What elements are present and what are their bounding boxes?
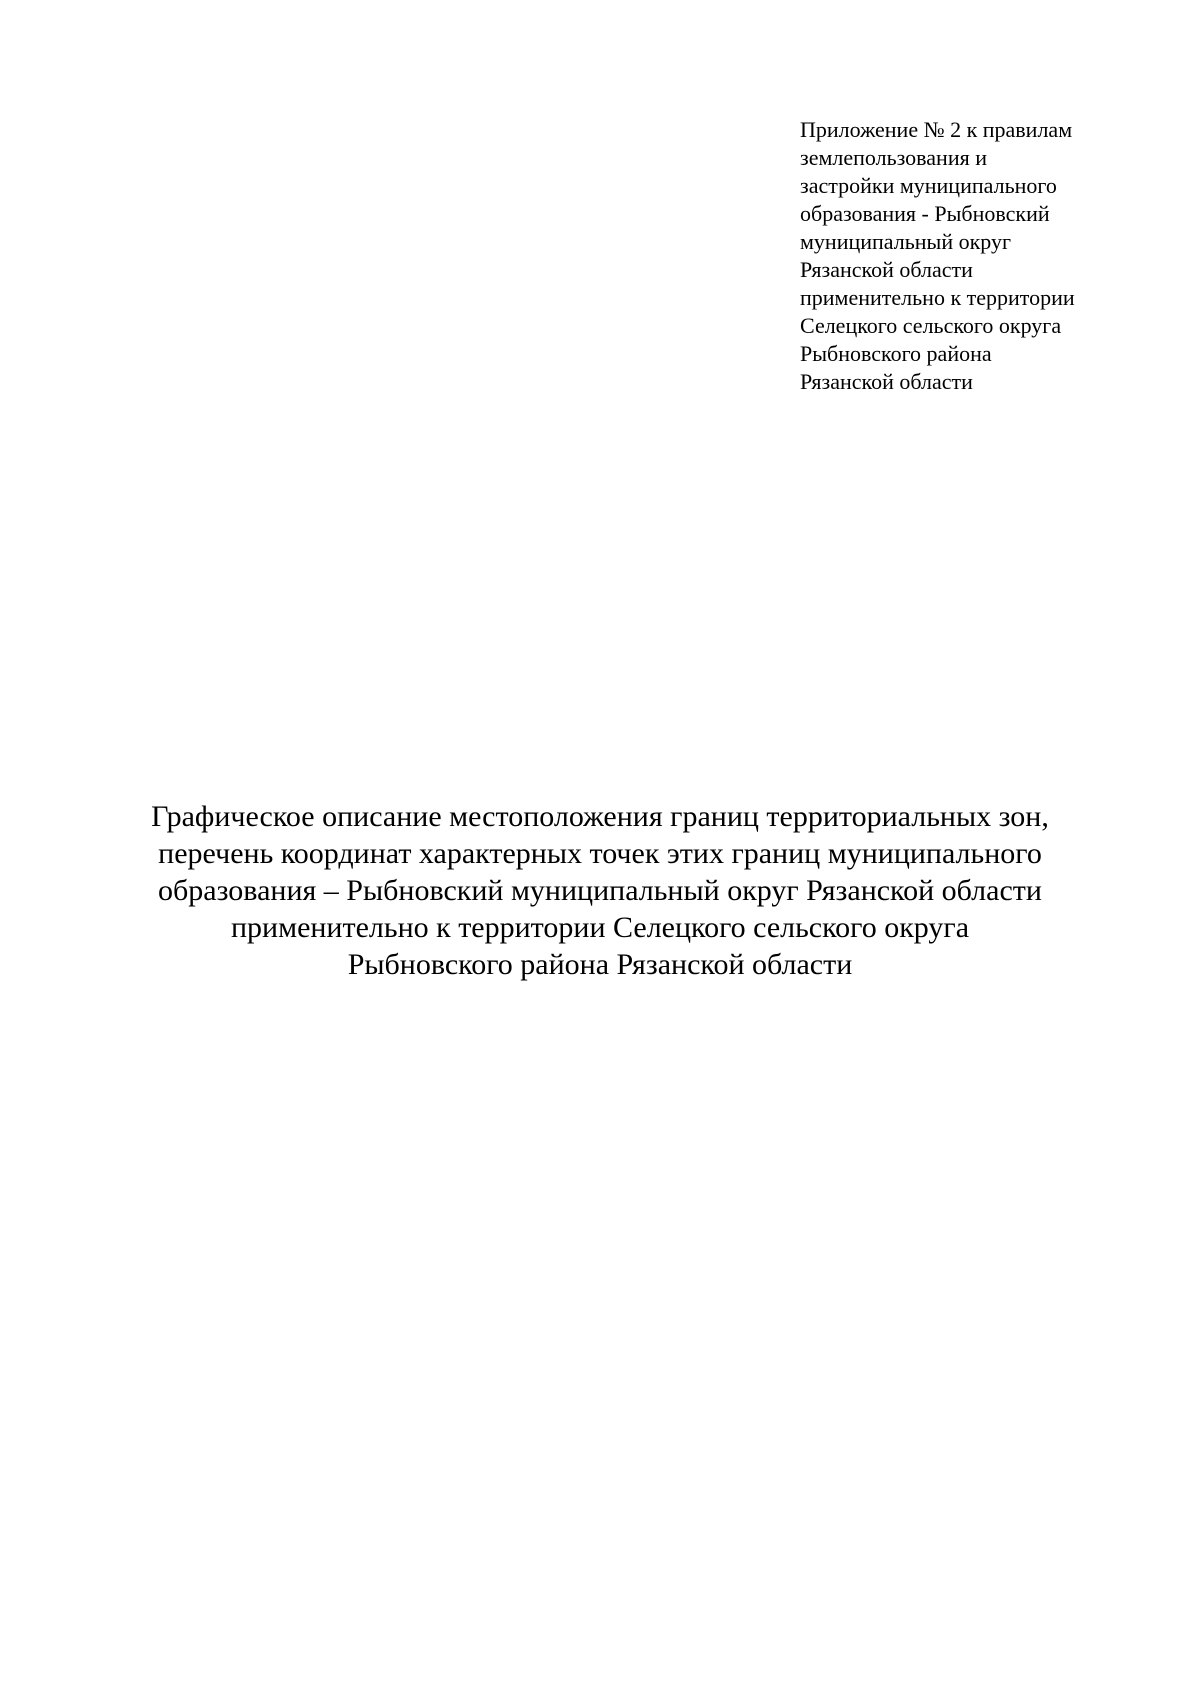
appendix-note-line: Рязанской области xyxy=(800,369,973,394)
document-title-line: образования – Рыбновский муниципальный округ Рязанской области xyxy=(158,874,1042,907)
document-title xyxy=(60,798,1140,983)
appendix-note xyxy=(800,116,1140,396)
document-title-line: Графическое описание местоположения границ территориальных зон, xyxy=(151,800,1049,833)
appendix-note-line: Рыбновского района xyxy=(800,341,992,366)
appendix-note-line: Селецкого сельского округа xyxy=(800,313,1062,338)
document-title-line: перечень координат характерных точек этих границ муниципального xyxy=(158,837,1042,870)
appendix-note-line: застройки муниципального xyxy=(800,173,1057,198)
appendix-note-line: образования - Рыбновский xyxy=(800,201,1050,226)
appendix-note-line: Приложение № 2 к правилам xyxy=(800,117,1073,142)
appendix-note-line: землепользования и xyxy=(800,145,987,170)
appendix-note-line: применительно к территории xyxy=(800,285,1075,310)
document-title-line: применительно к территории Селецкого сельского округа xyxy=(230,911,970,944)
document-title-line: Рыбновского района Рязанской области xyxy=(347,948,853,981)
appendix-note-line: Рязанской области xyxy=(800,257,973,282)
appendix-note-line: муниципальный округ xyxy=(800,229,1012,254)
